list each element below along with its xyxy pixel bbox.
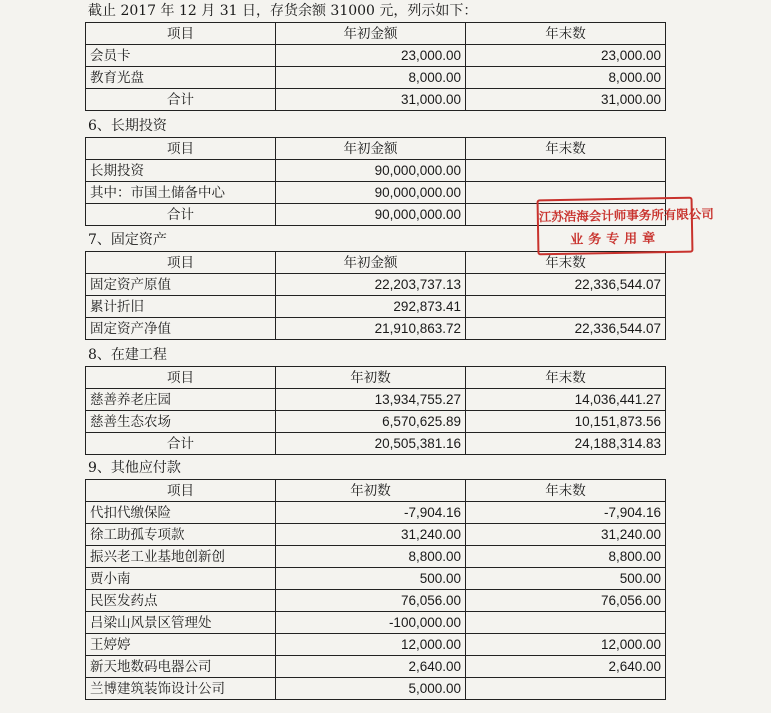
table-header-row bbox=[86, 138, 666, 160]
row-begin: 500.00 bbox=[276, 568, 466, 590]
row-begin: 292,873.41 bbox=[276, 296, 466, 318]
other-payables-table bbox=[85, 479, 666, 700]
row-item: 合计 bbox=[86, 89, 276, 111]
row-item: 教育光盘 bbox=[86, 67, 276, 89]
row-begin: 23,000.00 bbox=[276, 45, 466, 67]
row-end: 14,036,441.27 bbox=[466, 389, 666, 411]
row-begin: 6,570,625.89 bbox=[276, 411, 466, 433]
table-row bbox=[86, 590, 666, 612]
row-begin: 2,640.00 bbox=[276, 656, 466, 678]
table-row bbox=[86, 296, 666, 318]
construction-in-progress-table bbox=[85, 366, 666, 455]
row-begin: 90,000,000.00 bbox=[276, 182, 466, 204]
row-end bbox=[466, 678, 666, 700]
row-begin: 90,000,000.00 bbox=[276, 204, 466, 226]
column-header-begin: 年初数 bbox=[276, 367, 466, 389]
row-item: 徐工助孤专项款 bbox=[86, 524, 276, 546]
row-begin: 21,910,863.72 bbox=[276, 318, 466, 340]
row-item: 新天地数码电器公司 bbox=[86, 656, 276, 678]
table-header-row bbox=[86, 480, 666, 502]
column-header-end: 年末数 bbox=[466, 252, 666, 274]
row-begin: -100,000.00 bbox=[276, 612, 466, 634]
row-item: 合计 bbox=[86, 433, 276, 455]
table-row bbox=[86, 411, 666, 433]
table-row bbox=[86, 524, 666, 546]
row-item: 累计折旧 bbox=[86, 296, 276, 318]
column-header-item: 项目 bbox=[86, 480, 276, 502]
column-header-begin: 年初金额 bbox=[276, 23, 466, 45]
table-total-row bbox=[86, 89, 666, 111]
stamp-company-name: 江苏浩海会计师事务所有限公司 bbox=[538, 206, 714, 225]
column-header-end: 年末数 bbox=[466, 367, 666, 389]
column-header-item: 项目 bbox=[86, 23, 276, 45]
row-item: 会员卡 bbox=[86, 45, 276, 67]
row-item: 慈善养老庄园 bbox=[86, 389, 276, 411]
row-begin: 20,505,381.16 bbox=[276, 433, 466, 455]
row-item: 兰博建筑装饰设计公司 bbox=[86, 678, 276, 700]
row-begin: 12,000.00 bbox=[276, 634, 466, 656]
row-item: 贾小南 bbox=[86, 568, 276, 590]
row-begin: 90,000,000.00 bbox=[276, 160, 466, 182]
table-row bbox=[86, 678, 666, 700]
column-header-begin: 年初金额 bbox=[276, 252, 466, 274]
row-begin: -7,904.16 bbox=[276, 502, 466, 524]
table-row bbox=[86, 274, 666, 296]
row-end: 10,151,873.56 bbox=[466, 411, 666, 433]
table-row bbox=[86, 318, 666, 340]
table-row bbox=[86, 656, 666, 678]
table-row bbox=[86, 502, 666, 524]
row-end: 24,188,314.83 bbox=[466, 433, 666, 455]
column-header-item: 项目 bbox=[86, 138, 276, 160]
table-row bbox=[86, 45, 666, 67]
row-end bbox=[466, 160, 666, 182]
row-end: 22,336,544.07 bbox=[466, 318, 666, 340]
row-begin: 31,000.00 bbox=[276, 89, 466, 111]
table-header-row bbox=[86, 23, 666, 45]
table-row bbox=[86, 160, 666, 182]
row-end: 8,800.00 bbox=[466, 546, 666, 568]
row-item: 固定资产原值 bbox=[86, 274, 276, 296]
row-begin: 76,056.00 bbox=[276, 590, 466, 612]
column-header-begin: 年初数 bbox=[276, 480, 466, 502]
table-row bbox=[86, 67, 666, 89]
column-header-end: 年末数 bbox=[466, 23, 666, 45]
row-item: 合计 bbox=[86, 204, 276, 226]
row-begin: 5,000.00 bbox=[276, 678, 466, 700]
row-begin: 8,000.00 bbox=[276, 67, 466, 89]
row-item: 长期投资 bbox=[86, 160, 276, 182]
row-end: 76,056.00 bbox=[466, 590, 666, 612]
column-header-end: 年末数 bbox=[466, 138, 666, 160]
section-title-other-payables: 9、其他应付款 bbox=[88, 460, 181, 476]
row-end: -7,904.16 bbox=[466, 502, 666, 524]
row-end: 8,000.00 bbox=[466, 67, 666, 89]
table-row bbox=[86, 612, 666, 634]
fixed-assets-table bbox=[85, 251, 666, 340]
table-row bbox=[86, 634, 666, 656]
row-item: 慈善生态农场 bbox=[86, 411, 276, 433]
inventory-table bbox=[85, 22, 666, 111]
column-header-item: 项目 bbox=[86, 367, 276, 389]
table-row bbox=[86, 568, 666, 590]
table-header-row bbox=[86, 367, 666, 389]
column-header-item: 项目 bbox=[86, 252, 276, 274]
row-item: 吕梁山风景区管理处 bbox=[86, 612, 276, 634]
row-item: 代扣代缴保险 bbox=[86, 502, 276, 524]
row-item: 振兴老工业基地创新创 bbox=[86, 546, 276, 568]
row-item: 其中：市国土储备中心 bbox=[86, 182, 276, 204]
row-item: 民医发药点 bbox=[86, 590, 276, 612]
table-row bbox=[86, 546, 666, 568]
row-item: 王婷婷 bbox=[86, 634, 276, 656]
row-end: 31,240.00 bbox=[466, 524, 666, 546]
row-begin: 13,934,755.27 bbox=[276, 389, 466, 411]
row-end: 12,000.00 bbox=[466, 634, 666, 656]
table-total-row bbox=[86, 433, 666, 455]
company-seal-stamp bbox=[537, 197, 714, 256]
column-header-end: 年末数 bbox=[466, 480, 666, 502]
table-row bbox=[86, 389, 666, 411]
row-end: 22,336,544.07 bbox=[466, 274, 666, 296]
table-header-row bbox=[86, 252, 666, 274]
section-title-fixed-assets: 7、固定资产 bbox=[88, 232, 167, 248]
row-end: 500.00 bbox=[466, 568, 666, 590]
row-end: 2,640.00 bbox=[466, 656, 666, 678]
row-end bbox=[466, 296, 666, 318]
column-header-begin: 年初金额 bbox=[276, 138, 466, 160]
section-title-long-term-investment: 6、长期投资 bbox=[88, 118, 167, 134]
section-title-construction-in-progress: 8、在建工程 bbox=[88, 347, 167, 363]
row-end: 31,000.00 bbox=[466, 89, 666, 111]
row-begin: 31,240.00 bbox=[276, 524, 466, 546]
row-item: 固定资产净值 bbox=[86, 318, 276, 340]
row-begin: 22,203,737.13 bbox=[276, 274, 466, 296]
stamp-purpose: 业务专用章 bbox=[570, 231, 661, 248]
inventory-intro-text: 截止 2017 年 12 月 31 日，存货余额 31000 元，列示如下： bbox=[88, 3, 478, 19]
row-end: 23,000.00 bbox=[466, 45, 666, 67]
row-end bbox=[466, 612, 666, 634]
row-begin: 8,800.00 bbox=[276, 546, 466, 568]
